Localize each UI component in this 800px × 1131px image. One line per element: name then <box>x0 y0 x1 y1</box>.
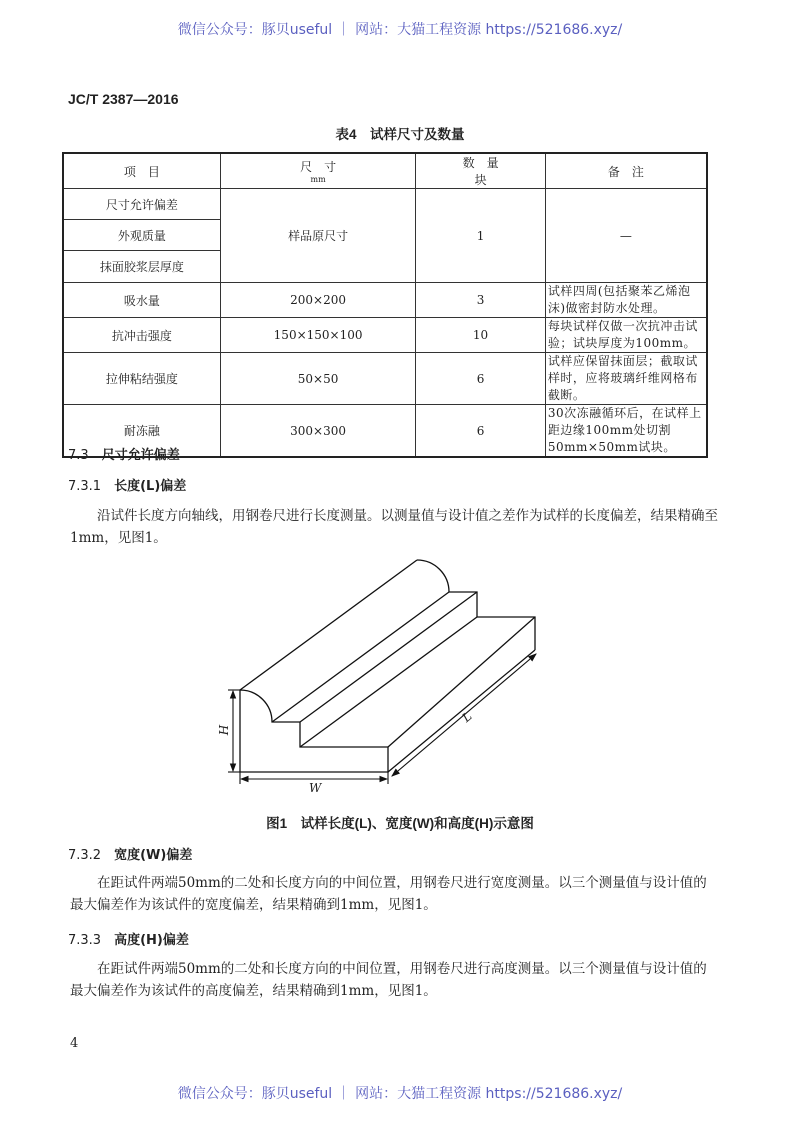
cell-size: 300×300 <box>220 405 415 458</box>
standard-code: JC/T 2387—2016 <box>68 91 179 107</box>
section-number: 7.3.1 <box>68 479 102 494</box>
header-item: 项 目 <box>63 153 220 189</box>
cell-note: 试样四周(包括聚苯乙烯泡沫)做密封防水处理。 <box>545 283 707 318</box>
cell-item: 抹面胶浆层厚度 <box>63 251 220 283</box>
paragraph-7-3-3: 在距试件两端50mm的二处和长度方向的中间位置，用钢卷尺进行高度测量。以三个测量值与设计值的最大偏差作为该试件的高度偏差，结果精确到1mm，见图1。 <box>70 961 707 999</box>
cell-size: 样品原尺寸 <box>220 189 415 283</box>
dimension-lines <box>228 654 536 784</box>
cell-qty: 3 <box>416 283 545 318</box>
cell-item: 拉伸粘结强度 <box>63 353 220 405</box>
cell-note: 试样应保留抹面层；截取试样时，应将玻璃纤维网格布截断。 <box>545 353 707 405</box>
cell-note: — <box>545 189 707 283</box>
page-number: 4 <box>70 1036 79 1051</box>
cell-size: 200×200 <box>220 283 415 318</box>
specimen-outline <box>240 560 535 772</box>
paragraph-7-3-1: 沿试件长度方向轴线，用钢卷尺进行长度测量。以测量值与设计值之差作为试样的长度偏差，结果精确至1mm，见图1。 <box>70 508 718 546</box>
cell-item: 尺寸允许偏差 <box>63 189 220 220</box>
cell-qty: 6 <box>416 405 545 458</box>
label-width: W <box>309 781 322 795</box>
section-title: 高度(H)偏差 <box>114 933 189 948</box>
section-title: 长度(L)偏差 <box>114 479 187 494</box>
section-title: 宽度(W)偏差 <box>114 848 193 863</box>
cell-qty: 6 <box>416 353 545 405</box>
label-length: L <box>459 709 475 725</box>
cell-note: 每块试样仅做一次抗冲击试验；试块厚度为100mm。 <box>545 318 707 353</box>
cell-item: 外观质量 <box>63 220 220 251</box>
cell-item: 吸水量 <box>63 283 220 318</box>
cell-item: 耐冻融 <box>63 405 220 458</box>
section-title: 尺寸允许偏差 <box>101 448 180 463</box>
paragraph-7-3-2: 在距试件两端50mm的二处和长度方向的中间位置，用钢卷尺进行宽度测量。以三个测量值与设计值的最大偏差作为该试件的宽度偏差，结果精确到1mm，见图1。 <box>70 875 707 913</box>
label-height: H <box>217 724 232 736</box>
section-7-3-3 <box>68 929 189 948</box>
watermark-top: 微信公众号：豚贝useful ｜ 网站：大猫工程资源 https://521686.xyz/ <box>177 22 623 38</box>
table-title: 表4 试样尺寸及数量 <box>335 127 465 142</box>
cell-qty: 10 <box>416 318 545 353</box>
cell-note: 30次冻融循环后，在试样上距边缘100mm处切割50mm×50mm试块。 <box>545 405 707 458</box>
figure-caption: 图1 试样长度(L)、宽度(W)和高度(H)示意图 <box>266 816 534 831</box>
section-7-3-2 <box>68 844 192 863</box>
header-size-unit: mm <box>310 175 326 184</box>
watermark-bottom: 微信公众号：豚贝useful ｜ 网站：大猫工程资源 https://521686.xyz/ <box>177 1086 623 1102</box>
section-number: 7.3 <box>68 448 89 463</box>
header-note: 备 注 <box>545 153 707 189</box>
cell-size: 150×150×100 <box>220 318 415 353</box>
section-number: 7.3.3 <box>68 933 102 948</box>
header-size-label: 尺 寸 <box>300 160 337 174</box>
section-number: 7.3.2 <box>68 848 102 863</box>
header-qty-unit: 块 <box>474 173 487 187</box>
header-qty-label: 数 量 <box>462 156 499 170</box>
cell-qty: 1 <box>416 189 545 283</box>
cell-size: 50×50 <box>220 353 415 405</box>
cell-item: 抗冲击强度 <box>63 318 220 353</box>
